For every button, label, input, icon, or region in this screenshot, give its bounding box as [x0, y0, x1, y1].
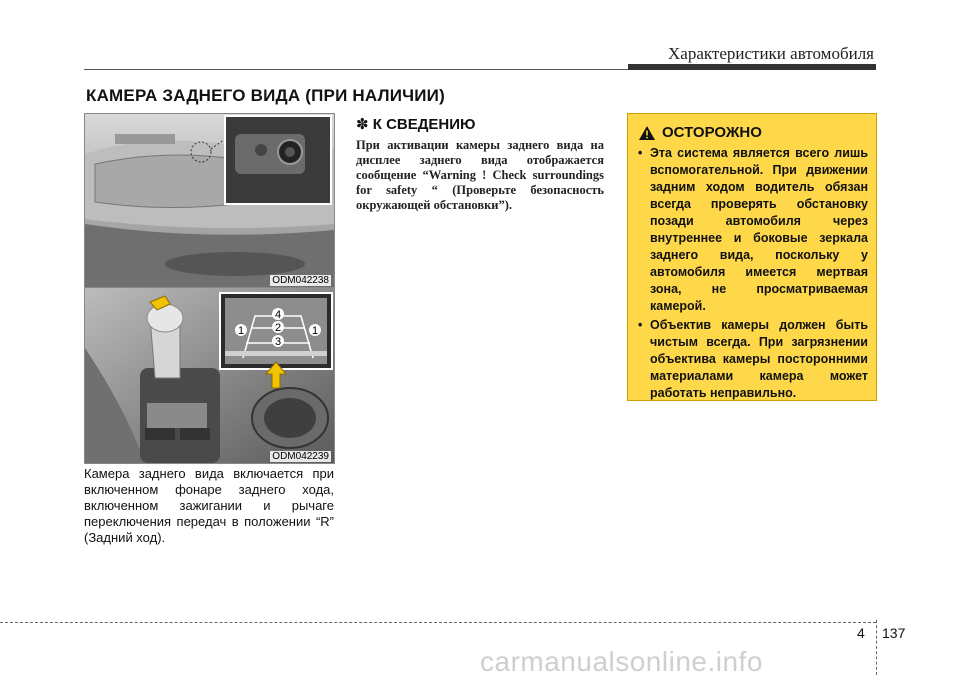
footer-rule — [0, 622, 876, 623]
footer-divider — [876, 620, 877, 675]
caution-box — [627, 113, 877, 401]
note-title: К СВЕДЕНИЮ — [372, 116, 476, 133]
rear-camera-photo — [84, 113, 335, 288]
caution-item — [638, 317, 868, 402]
guide-number-top: 4 — [275, 309, 282, 321]
running-header: Характеристики автомобиля — [668, 44, 874, 63]
guide-number-bottom: 3 — [275, 336, 282, 348]
note-symbol: ✽ — [356, 116, 369, 133]
watermark: carmanualsonline.info — [480, 646, 763, 677]
page-number: 137 — [882, 625, 906, 641]
header-rule-accent — [628, 64, 876, 70]
rear-camera-illustration — [85, 114, 334, 287]
guide-number-right: 1 — [312, 325, 319, 337]
caution-list — [638, 145, 868, 402]
shifter-illustration — [85, 288, 334, 463]
chapter-number: 4 — [857, 625, 865, 641]
note-heading — [356, 115, 476, 133]
figure-code: ODM042238 — [272, 275, 329, 286]
bullet-icon: • — [638, 318, 643, 332]
caution-item-text: Эта система является всего лишь вспомогательной. При движении задним ходом водитель обязан всегда проверять обстановку позади автомобиля через внутреннее и боковые зеркала заднего вида, поскольку у автомобиля имеется мертвая зона, не просматриваемая камерой. — [650, 146, 868, 313]
caution-item — [638, 145, 868, 315]
guide-number-middle: 2 — [275, 322, 282, 334]
figure-caption: Камера заднего вида включается при включенном фонаре заднего хода, включенном зажигании и рычаге переключения передач в положении “R” (Задний ход). — [84, 466, 334, 545]
bullet-icon: • — [638, 146, 643, 160]
caution-header — [638, 124, 868, 141]
caution-item-text: Объектив камеры должен быть чистым всегда. При загрязнении объектива камеры посторонними материалами камера может работать неправильно. — [650, 318, 868, 400]
figure-code: ODM042239 — [272, 451, 329, 462]
shifter-display-photo — [84, 287, 335, 464]
note-text: При активации камеры заднего вида на дисплее заднего вида отображается сообщение “Warning ! Check surroundings for safety “ (Проверьте безопасность окружающей обстановки”). — [356, 138, 604, 212]
guide-number-left: 1 — [238, 325, 245, 337]
page-title: КАМЕРА ЗАДНЕГО ВИДА (ПРИ НАЛИЧИИ) — [86, 86, 445, 105]
caution-title: ОСТОРОЖНО — [662, 124, 762, 141]
warning-triangle-icon — [638, 125, 656, 141]
